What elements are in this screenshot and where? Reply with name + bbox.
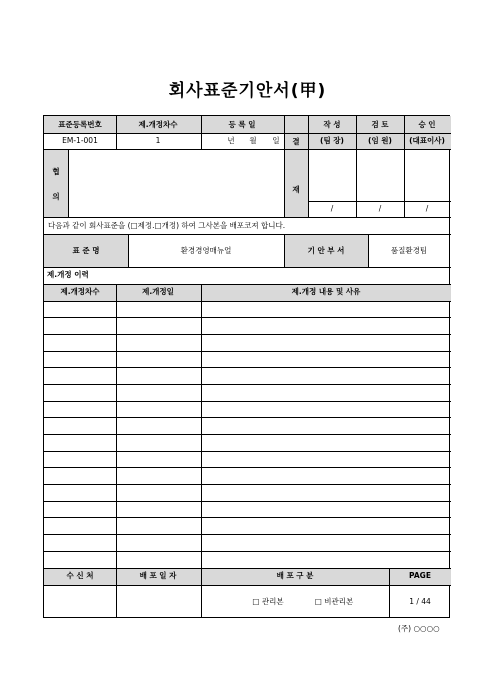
approval-char-2: 재 [292, 185, 300, 194]
reg-no-value: EM-1-001 [62, 136, 98, 145]
approve-sign-date: / [425, 204, 429, 213]
rule-line [44, 351, 451, 352]
rule-line [44, 484, 451, 485]
dept-value: 품질환경팀 [390, 246, 428, 255]
history-col-content: 제.개정 내용 및 사유 [291, 287, 361, 296]
page-label: PAGE [409, 571, 431, 580]
rule-line [308, 116, 309, 217]
date-year: 년 [227, 136, 235, 145]
footer-company: (주) ○○○○ [398, 624, 440, 633]
unmanaged-copy-checkbox: □ 비관리본 [314, 597, 354, 606]
standard-draft-form [43, 115, 450, 618]
reg-no-label: 표준등록번호 [58, 120, 102, 129]
rule-line [404, 116, 405, 217]
dept-label: 기 안 부 서 [307, 246, 345, 255]
rule-line [44, 451, 451, 452]
date-month: 월 [249, 136, 257, 145]
rule-line [44, 301, 451, 302]
rule-line [356, 116, 357, 217]
rule-line [44, 334, 451, 335]
rule-line [128, 234, 129, 267]
review-label: 검 토 [371, 120, 389, 129]
rule-line [68, 149, 69, 217]
approve-role: (대표이사) [409, 136, 445, 145]
rule-line [201, 284, 202, 568]
rule-line [284, 234, 285, 267]
write-sign-date: / [330, 204, 334, 213]
rule-line [308, 133, 451, 134]
review-sign-date: / [378, 204, 382, 213]
rule-line [44, 267, 451, 268]
approval-shade [284, 116, 308, 217]
history-col-rev-no: 제.개정차수 [60, 287, 100, 296]
standard-name-label: 표 준 명 [72, 246, 100, 255]
approve-label: 승 인 [418, 120, 436, 129]
rule-line [44, 217, 451, 218]
rule-line [44, 234, 451, 235]
consult-char-1: 협 [52, 167, 60, 176]
rule-line [44, 517, 451, 518]
rule-line [44, 467, 451, 468]
rule-line [44, 317, 451, 318]
rule-line [368, 234, 369, 267]
distribution-date-label: 배 포 일 자 [139, 571, 177, 580]
rule-line [44, 401, 451, 402]
document-title: 회사표준기안서(甲) [168, 81, 327, 101]
rule-line [116, 284, 117, 618]
rule-line [284, 116, 285, 217]
standard-name-value: 환경경영매뉴얼 [180, 246, 232, 255]
reg-date-label: 등 록 일 [228, 120, 256, 129]
write-label: 작 성 [323, 120, 341, 129]
rule-line [44, 384, 451, 385]
history-col-rev-date: 제.개정일 [142, 287, 174, 296]
rule-line [389, 568, 390, 618]
notice-text: 다음과 같이 회사표준을 (□제정.□개정) 하여 그사본을 배포코져 합니다. [48, 221, 286, 230]
write-role: (팀 장) [320, 136, 344, 145]
rule-line [44, 284, 451, 285]
rule-line [308, 201, 451, 202]
rule-line [44, 534, 451, 535]
history-section-label: 제.개정 이력 [47, 270, 89, 279]
rule-line [44, 149, 451, 150]
page-value: 1 / 44 [409, 597, 431, 606]
review-role: (임 원) [368, 136, 392, 145]
date-day: 일 [272, 136, 280, 145]
approval-char-1: 결 [292, 137, 300, 146]
rule-line [44, 551, 451, 552]
rule-line [44, 501, 451, 502]
rule-line [201, 568, 202, 618]
rule-line [44, 367, 451, 368]
managed-copy-checkbox: □ 관리본 [252, 597, 284, 606]
recipient-label: 수 신 처 [66, 571, 94, 580]
consult-char-2: 의 [52, 192, 60, 201]
rule-line [44, 133, 308, 134]
consult-shade [44, 149, 68, 217]
rule-line [116, 116, 117, 149]
rev-no-value: 1 [155, 136, 161, 145]
history-header-shade [44, 284, 451, 301]
distribution-type-label: 배 포 구 분 [276, 571, 314, 580]
rev-no-label: 제.개정차수 [138, 120, 178, 129]
rule-line [44, 417, 451, 418]
rule-line [44, 434, 451, 435]
rule-line [201, 116, 202, 149]
